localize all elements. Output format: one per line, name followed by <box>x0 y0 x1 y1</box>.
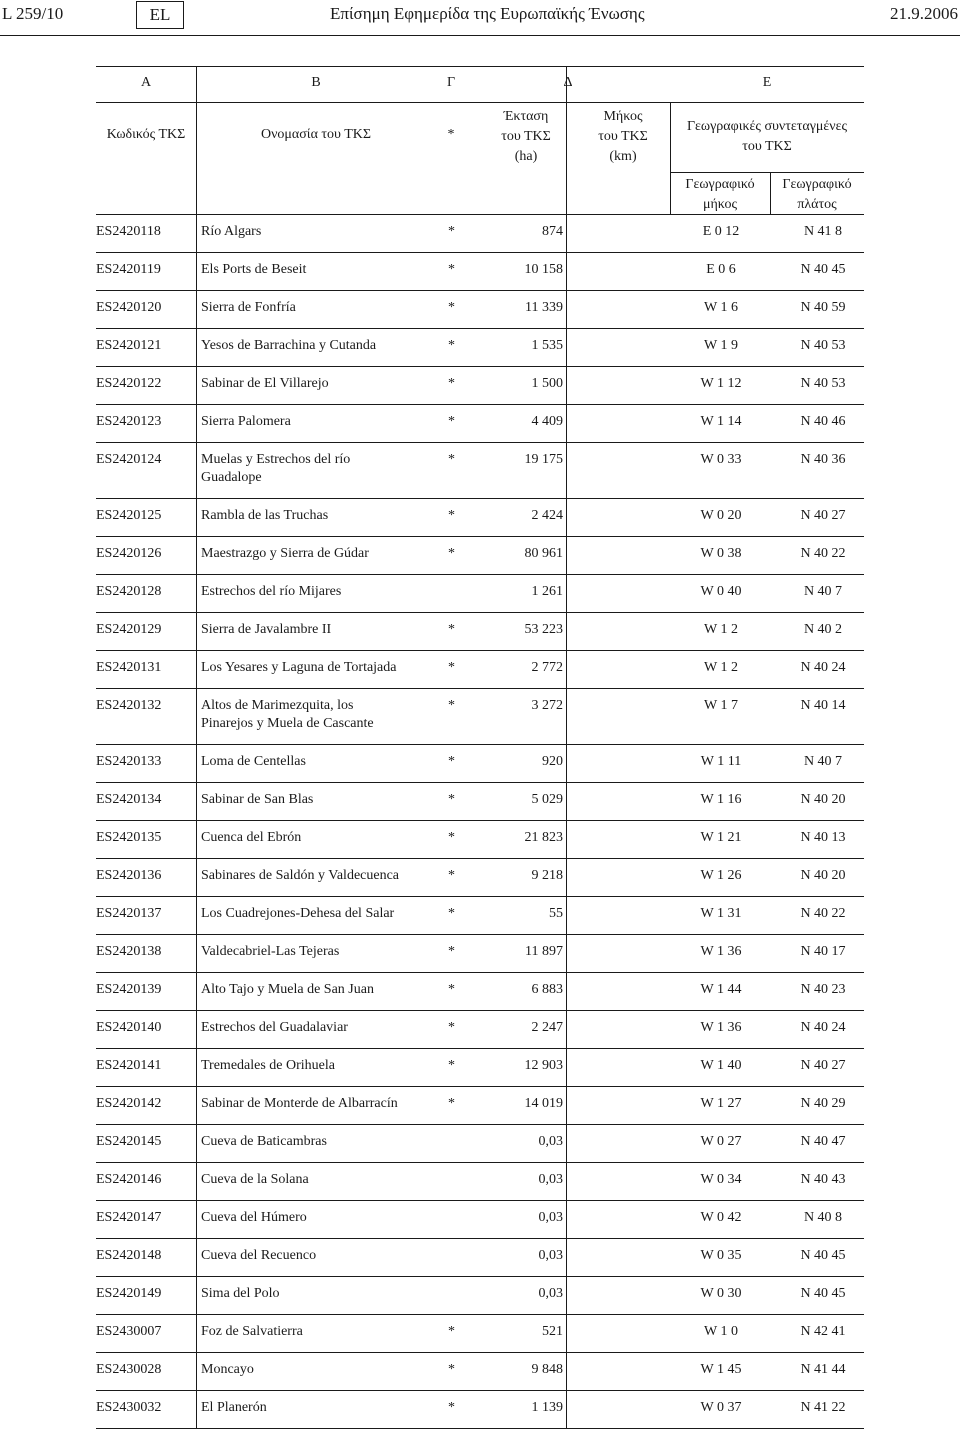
site-latitude: N 40 27 <box>800 508 846 523</box>
site-latitude: N 41 44 <box>800 1362 846 1377</box>
site-name-line1: Sabinar de El Villarejo <box>201 376 329 391</box>
priority-star: * <box>448 906 455 921</box>
priority-star: * <box>448 414 455 429</box>
table-row <box>96 973 864 1011</box>
site-name-line1: Yesos de Barrachina y Cutanda <box>201 338 377 353</box>
site-longitude: W 1 6 <box>704 300 738 315</box>
site-latitude: N 40 20 <box>800 868 846 883</box>
site-area: 12 903 <box>524 1058 563 1073</box>
table-row <box>96 1049 864 1087</box>
site-name <box>201 1019 441 1037</box>
col-divider <box>196 214 197 1428</box>
site-area: 21 823 <box>524 830 563 845</box>
header-latitude-line2: πλάτος <box>797 197 837 212</box>
site-latitude: N 40 20 <box>800 792 846 807</box>
site-name-line1: Los Yesares y Laguna de Tortajada <box>201 660 397 675</box>
site-area: 9 218 <box>531 868 563 883</box>
site-code: ES2420118 <box>96 224 161 239</box>
table-row <box>96 689 864 745</box>
site-longitude: W 0 38 <box>700 546 742 561</box>
header-longitude <box>670 175 770 215</box>
table-row <box>96 291 864 329</box>
table-row <box>96 1239 864 1277</box>
priority-star: * <box>448 262 455 277</box>
table-row <box>96 1315 864 1353</box>
publication-date: 21.9.2006 <box>890 4 958 23</box>
priority-star: * <box>448 300 455 315</box>
site-name-line1: Valdecabriel-Las Tejeras <box>201 944 340 959</box>
priority-star: * <box>448 982 455 997</box>
site-code: ES2420131 <box>96 660 162 675</box>
site-name <box>201 753 441 771</box>
col-letter-b: B <box>311 75 321 90</box>
site-code: ES2420138 <box>96 944 162 959</box>
site-area: 10 158 <box>524 262 563 277</box>
site-name-line1: Rambla de las Truchas <box>201 508 329 523</box>
site-name <box>201 375 441 393</box>
site-code: ES2420128 <box>96 584 162 599</box>
header-code: Κωδικός ΤΚΣ <box>106 127 186 142</box>
site-area: 3 272 <box>531 698 563 713</box>
table-row <box>96 367 864 405</box>
priority-star: * <box>448 1020 455 1035</box>
site-code: ES2420132 <box>96 698 162 713</box>
site-name-line1: Altos de Marimezquita, los <box>201 698 354 713</box>
site-latitude: N 40 22 <box>800 546 846 561</box>
site-code: ES2420121 <box>96 338 162 353</box>
site-longitude: W 1 40 <box>700 1058 742 1073</box>
site-name <box>201 261 441 279</box>
priority-star: * <box>448 224 455 239</box>
site-name-line1: Moncayo <box>201 1362 254 1377</box>
site-longitude: W 0 40 <box>700 584 742 599</box>
site-name <box>201 337 441 355</box>
site-code: ES2420133 <box>96 754 162 769</box>
site-longitude: W 1 0 <box>704 1324 738 1339</box>
col-letter-a: A <box>140 75 152 90</box>
site-latitude: N 40 13 <box>800 830 846 845</box>
site-longitude: W 1 11 <box>700 754 742 769</box>
site-longitude: W 0 20 <box>700 508 742 523</box>
site-area: 521 <box>542 1324 563 1339</box>
site-area: 1 535 <box>531 338 563 353</box>
site-latitude: N 40 36 <box>800 452 846 467</box>
site-latitude: N 40 14 <box>800 698 846 713</box>
site-latitude: N 40 7 <box>803 754 843 769</box>
site-name <box>201 829 441 847</box>
site-name <box>201 1171 441 1189</box>
site-latitude: N 40 2 <box>803 622 843 637</box>
site-code: ES2430007 <box>96 1324 162 1339</box>
site-area: 4 409 <box>531 414 563 429</box>
table-row <box>96 329 864 367</box>
priority-star: * <box>448 452 455 467</box>
site-longitude: W 1 2 <box>704 622 738 637</box>
site-name <box>201 1057 441 1075</box>
page-ref: L 259/10 <box>2 4 64 23</box>
site-latitude: N 40 29 <box>800 1096 846 1111</box>
header-longitude-line2: μήκος <box>702 197 738 212</box>
site-latitude: N 40 53 <box>800 338 846 353</box>
site-name <box>201 1095 441 1113</box>
site-longitude: W 1 7 <box>704 698 738 713</box>
site-code: ES2420125 <box>96 508 162 523</box>
sites-table <box>96 66 864 1415</box>
priority-star: * <box>448 1058 455 1073</box>
site-longitude: W 0 34 <box>700 1172 742 1187</box>
site-latitude: N 41 8 <box>803 224 843 239</box>
table-row <box>96 253 864 291</box>
site-latitude: N 40 27 <box>800 1058 846 1073</box>
header-name: Ονομασία του ΤΚΣ <box>260 127 372 142</box>
site-name <box>201 1209 441 1227</box>
site-latitude: N 40 24 <box>800 660 846 675</box>
site-latitude: N 40 45 <box>800 262 846 277</box>
site-code: ES2420124 <box>96 452 162 467</box>
site-longitude: W 1 36 <box>700 1020 742 1035</box>
table-row <box>96 537 864 575</box>
site-longitude: W 1 36 <box>700 944 742 959</box>
site-name-line1: Foz de Salvatierra <box>201 1324 303 1339</box>
site-longitude: E 0 12 <box>702 224 740 239</box>
site-code: ES2420136 <box>96 868 162 883</box>
site-name-line1: Cueva del Húmero <box>201 1210 307 1225</box>
header-area-line1: Έκταση <box>503 109 549 124</box>
site-code: ES2420146 <box>96 1172 162 1187</box>
site-code: ES2420120 <box>96 300 162 315</box>
site-name <box>201 905 441 923</box>
site-area: 1 261 <box>531 584 563 599</box>
site-name-line1: Sabinar de Monterde de Albarracín <box>201 1096 398 1111</box>
priority-star: * <box>448 944 455 959</box>
site-area: 2 772 <box>531 660 563 675</box>
priority-star: * <box>448 546 455 561</box>
site-longitude: W 1 45 <box>700 1362 742 1377</box>
col-letter-d: Δ <box>563 75 573 90</box>
header-latitude <box>770 175 864 215</box>
site-longitude: W 0 35 <box>700 1248 742 1263</box>
header-area-line2: του ΤΚΣ <box>501 129 551 144</box>
site-area: 0,03 <box>538 1134 563 1149</box>
site-name-line1: Alto Tajo y Muela de San Juan <box>201 982 374 997</box>
table-row <box>96 1391 864 1429</box>
site-longitude: W 0 27 <box>700 1134 742 1149</box>
site-area: 2 424 <box>531 508 563 523</box>
site-area: 2 247 <box>531 1020 563 1035</box>
site-latitude: N 40 24 <box>800 1020 846 1035</box>
site-latitude: N 40 59 <box>800 300 846 315</box>
site-name <box>201 867 441 885</box>
table-row <box>96 1201 864 1239</box>
site-latitude: N 41 22 <box>800 1400 846 1415</box>
site-name-line1: Los Cuadrejones-Dehesa del Salar <box>201 906 395 921</box>
priority-star: * <box>448 868 455 883</box>
site-longitude: W 0 42 <box>700 1210 742 1225</box>
site-longitude: W 1 14 <box>700 414 742 429</box>
header-priority: * <box>447 127 455 142</box>
table-row <box>96 405 864 443</box>
header-length-line1: Μήκος <box>603 109 643 124</box>
site-latitude: N 40 46 <box>800 414 846 429</box>
table-row <box>96 575 864 613</box>
site-area: 920 <box>542 754 563 769</box>
table-row <box>96 859 864 897</box>
site-name <box>201 299 441 317</box>
priority-star: * <box>448 1400 455 1415</box>
site-longitude: W 1 27 <box>700 1096 742 1111</box>
table-row <box>96 499 864 537</box>
header-coordinates-line1: Γεωγραφικές συντεταγμένες <box>686 119 848 134</box>
site-name-line1: Sierra de Fonfría <box>201 300 296 315</box>
priority-star: * <box>448 1324 455 1339</box>
priority-star: * <box>448 1362 455 1377</box>
site-name <box>201 943 441 961</box>
site-name <box>201 621 441 639</box>
site-name-line1: Sabinares de Saldón y Valdecuenca <box>201 868 400 883</box>
priority-star: * <box>448 792 455 807</box>
site-name <box>201 697 441 733</box>
priority-star: * <box>448 376 455 391</box>
journal-title: Επίσημη Εφημερίδα της Ευρωπαϊκής Ένωσης <box>330 4 645 23</box>
site-code: ES2420139 <box>96 982 162 997</box>
table-row <box>96 651 864 689</box>
site-name-line1: Tremedales de Orihuela <box>201 1058 335 1073</box>
site-area: 14 019 <box>524 1096 563 1111</box>
site-area: 5 029 <box>531 792 563 807</box>
row-divider <box>96 1428 864 1429</box>
table-row <box>96 745 864 783</box>
site-name <box>201 1133 441 1151</box>
site-name <box>201 223 441 241</box>
column-letters-row <box>96 75 864 95</box>
column-headers-row <box>96 103 864 213</box>
site-name <box>201 451 441 487</box>
site-code: ES2420122 <box>96 376 162 391</box>
site-area: 1 139 <box>531 1400 563 1415</box>
site-name-line1: Estrechos del Guadalaviar <box>201 1020 348 1035</box>
site-code: ES2420126 <box>96 546 162 561</box>
col-letter-g: Γ <box>446 75 456 90</box>
site-latitude: N 40 45 <box>800 1248 846 1263</box>
site-latitude: N 40 45 <box>800 1286 846 1301</box>
col-divider <box>566 214 567 1428</box>
site-code: ES2420140 <box>96 1020 162 1035</box>
site-code: ES2420137 <box>96 906 162 921</box>
site-name-line1: Cuenca del Ebrón <box>201 830 302 845</box>
site-longitude: W 1 31 <box>700 906 742 921</box>
table-row <box>96 821 864 859</box>
language-code-box: EL <box>136 1 184 29</box>
site-area: 874 <box>542 224 563 239</box>
site-longitude: W 0 33 <box>700 452 742 467</box>
site-code: ES2420134 <box>96 792 162 807</box>
table-row <box>96 1353 864 1391</box>
site-longitude: W 1 9 <box>704 338 738 353</box>
site-name-line1: Sabinar de San Blas <box>201 792 314 807</box>
site-code: ES2420142 <box>96 1096 162 1111</box>
site-code: ES2430028 <box>96 1362 162 1377</box>
site-area: 0,03 <box>538 1286 563 1301</box>
site-name-line2: Pinarejos y Muela de Cascante <box>201 716 374 731</box>
site-name-line1: Loma de Centellas <box>201 754 306 769</box>
site-name <box>201 583 441 601</box>
site-name-line1: Estrechos del río Mijares <box>201 584 342 599</box>
header-rule <box>0 35 960 36</box>
site-name <box>201 1399 441 1417</box>
site-longitude: W 0 30 <box>700 1286 742 1301</box>
site-code: ES2420147 <box>96 1210 162 1225</box>
site-name-line1: Sierra de Javalambre II <box>201 622 332 637</box>
site-area: 55 <box>549 906 563 921</box>
site-code: ES2420123 <box>96 414 162 429</box>
site-longitude: W 1 21 <box>700 830 742 845</box>
site-name <box>201 981 441 999</box>
header-length-line3: (km) <box>609 149 637 164</box>
header-area <box>476 107 576 167</box>
site-name <box>201 413 441 431</box>
site-code: ES2420129 <box>96 622 162 637</box>
site-longitude: W 1 44 <box>700 982 742 997</box>
site-name-line1: Río Algars <box>201 224 262 239</box>
table-row <box>96 935 864 973</box>
site-code: ES2420135 <box>96 830 162 845</box>
col-letter-e: E <box>762 75 772 90</box>
header-length-line2: του ΤΚΣ <box>598 129 648 144</box>
site-name-line1: Sierra Palomera <box>201 414 291 429</box>
priority-star: * <box>448 508 455 523</box>
site-area: 11 339 <box>525 300 563 315</box>
site-code: ES2420145 <box>96 1134 162 1149</box>
site-longitude: W 1 12 <box>700 376 742 391</box>
site-area: 53 223 <box>524 622 563 637</box>
site-longitude: W 1 2 <box>704 660 738 675</box>
site-latitude: N 40 43 <box>800 1172 846 1187</box>
table-row <box>96 1163 864 1201</box>
site-name <box>201 791 441 809</box>
site-code: ES2420141 <box>96 1058 162 1073</box>
site-latitude: N 40 8 <box>803 1210 843 1225</box>
site-name-line1: Cueva del Recuenco <box>201 1248 317 1263</box>
site-name-line1: Cueva de la Solana <box>201 1172 309 1187</box>
table-row <box>96 897 864 935</box>
site-area: 0,03 <box>538 1210 563 1225</box>
site-name-line2: Guadalope <box>201 470 262 485</box>
site-latitude: N 40 7 <box>803 584 843 599</box>
site-latitude: N 40 17 <box>800 944 846 959</box>
site-code: ES2420148 <box>96 1248 162 1263</box>
site-area: 9 848 <box>531 1362 563 1377</box>
site-name <box>201 1323 441 1341</box>
header-coordinates <box>670 117 864 157</box>
site-name-line1: Cueva de Baticambras <box>201 1134 327 1149</box>
site-longitude: W 1 16 <box>700 792 742 807</box>
header-length <box>576 107 670 167</box>
priority-star: * <box>448 1096 455 1111</box>
site-area: 6 883 <box>531 982 563 997</box>
header-area-line3: (ha) <box>514 149 538 164</box>
site-code: ES2430032 <box>96 1400 162 1415</box>
table-row <box>96 215 864 253</box>
priority-star: * <box>448 338 455 353</box>
site-longitude: W 0 37 <box>700 1400 742 1415</box>
site-area: 0,03 <box>538 1248 563 1263</box>
site-name-line1: Els Ports de Beseit <box>201 262 307 277</box>
header-coordinates-line2: του ΤΚΣ <box>742 139 792 154</box>
table-row <box>96 783 864 821</box>
site-name <box>201 1247 441 1265</box>
site-latitude: N 40 22 <box>800 906 846 921</box>
site-name <box>201 1361 441 1379</box>
table-row <box>96 1011 864 1049</box>
header-longitude-line1: Γεωγραφικό <box>685 177 755 192</box>
site-code: ES2420119 <box>96 262 161 277</box>
site-area: 19 175 <box>524 452 563 467</box>
site-latitude: N 40 23 <box>800 982 846 997</box>
site-name <box>201 659 441 677</box>
site-area: 1 500 <box>531 376 563 391</box>
table-row <box>96 613 864 651</box>
site-longitude: W 1 26 <box>700 868 742 883</box>
priority-star: * <box>448 830 455 845</box>
table-row <box>96 1125 864 1163</box>
site-name <box>201 507 441 525</box>
site-longitude: E 0 6 <box>706 262 736 277</box>
coord-subheader-divider <box>670 172 864 173</box>
priority-star: * <box>448 660 455 675</box>
table-row <box>96 1277 864 1315</box>
site-area: 11 897 <box>525 944 563 959</box>
site-code: ES2420149 <box>96 1286 162 1301</box>
priority-star: * <box>448 622 455 637</box>
site-name-line1: El Planerón <box>201 1400 267 1415</box>
site-name-line1: Maestrazgo y Sierra de Gúdar <box>201 546 369 561</box>
site-name <box>201 545 441 563</box>
site-area: 80 961 <box>524 546 563 561</box>
priority-star: * <box>448 698 455 713</box>
site-latitude: N 40 47 <box>800 1134 846 1149</box>
site-latitude: N 42 41 <box>800 1324 846 1339</box>
site-name-line1: Sima del Polo <box>201 1286 280 1301</box>
site-latitude: N 40 53 <box>800 376 846 391</box>
site-name-line1: Muelas y Estrechos del río <box>201 452 351 467</box>
site-area: 0,03 <box>538 1172 563 1187</box>
header-latitude-line1: Γεωγραφικό <box>782 177 852 192</box>
priority-star: * <box>448 754 455 769</box>
table-row <box>96 1087 864 1125</box>
table-row <box>96 443 864 499</box>
site-name <box>201 1285 441 1303</box>
